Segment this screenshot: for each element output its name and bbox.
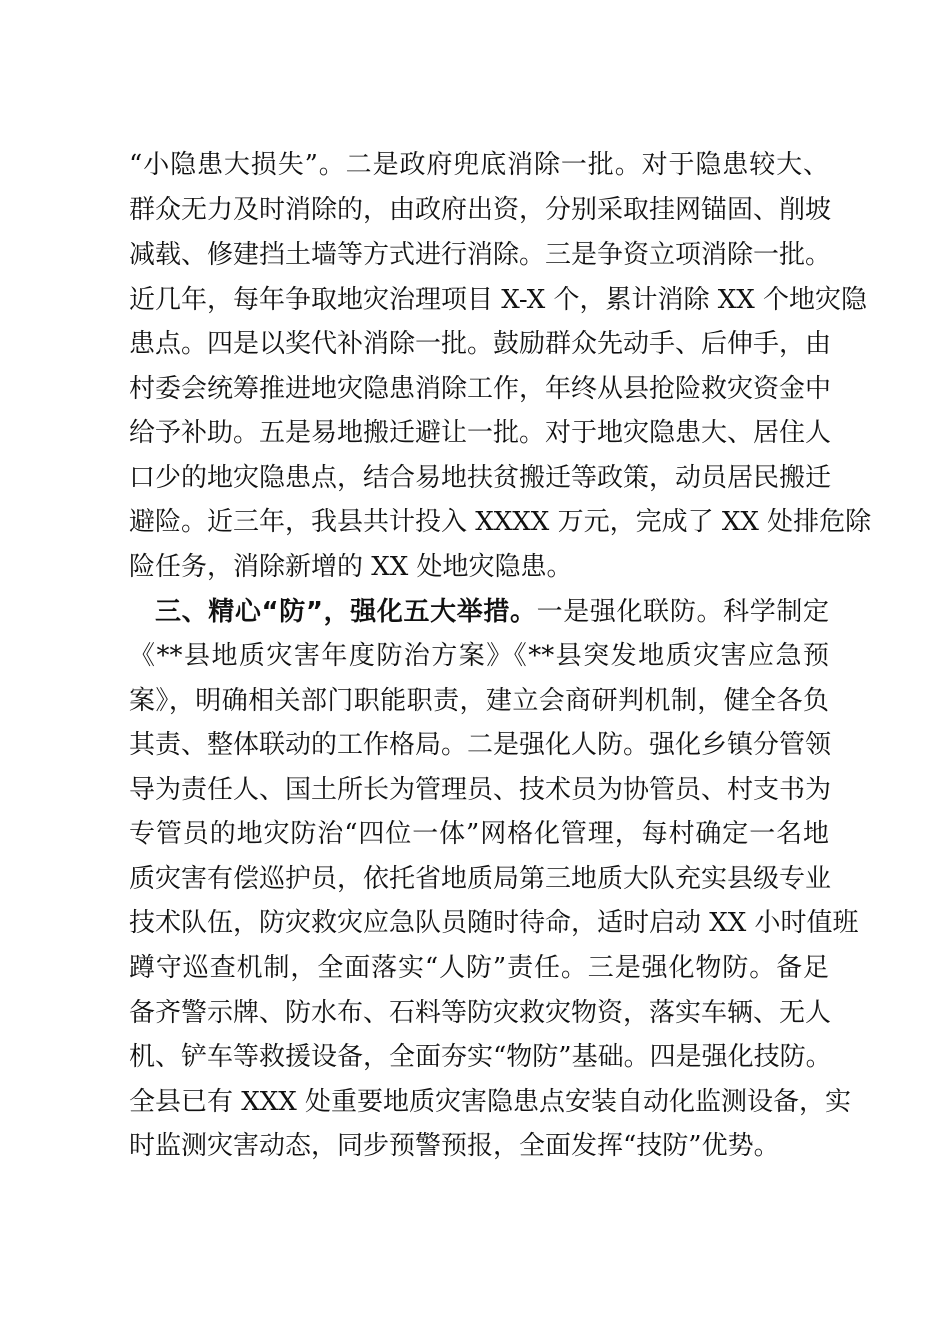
paragraph-line: “小隐患大损失”。二是政府兜底消除一批。对于隐患较大、	[129, 150, 829, 180]
paragraph-line: 患点。四是以奖代补消除一批。鼓励群众先动手、后伸手，由	[129, 329, 832, 359]
paragraph-line: 村委会统筹推进地灾隐患消除工作，年终从县抢险救灾资金中	[129, 374, 832, 404]
paragraph-line: 口少的地灾隐患点，结合易地扶贫搬迁等政策，动员居民搬迁	[129, 463, 832, 493]
paragraph-line: 机、铲车等救援设备，全面夯实“物防”基础。四是强化技防。	[129, 1042, 832, 1072]
paragraph-line: 《**县地质灾害年度防治方案》《**县突发地质灾害应急预	[129, 641, 829, 671]
heading-line-rest: 一是强化联防。科学制定	[536, 597, 829, 627]
paragraph-line: 时监测灾害动态，同步预警预报，全面发挥“技防”优势。	[129, 1131, 780, 1161]
paragraph-line: 备齐警示牌、防水布、石料等防灾救灾物资，落实车辆、无人	[129, 998, 832, 1028]
paragraph-line: 险任务，消除新增的 XX 处地灾隐患。	[129, 552, 573, 582]
paragraph-line: 案》，明确相关部门职能职责，建立会商研判机制，健全各负	[129, 686, 829, 716]
paragraph-line: 蹲守巡查机制，全面落实“人防”责任。三是强化物防。备足	[129, 953, 829, 983]
paragraph-line: 全县已有 XXX 处重要地质灾害隐患点安装自动化监测设备，实	[129, 1087, 852, 1117]
paragraph-line: 技术队伍，防灾救灾应急队员随时待命，适时启动 XX 小时值班	[129, 908, 859, 938]
paragraph-line: 专管员的地灾防治“四位一体”网格化管理，每村确定一名地	[129, 819, 829, 849]
section-heading-line	[155, 594, 829, 630]
paragraph-line: 给予补助。五是易地搬迁避让一批。对于地灾隐患大、居住人	[129, 418, 832, 448]
paragraph-line: 近几年，每年争取地灾治理项目 X-X 个，累计消除 XX 个地灾隐	[129, 285, 868, 315]
paragraph-line: 群众无力及时消除的，由政府出资，分别采取挂网锚固、削坡	[129, 195, 832, 225]
paragraph-line: 避险。近三年，我县共计投入 XXXX 万元，完成了 XX 处排危除	[129, 507, 872, 537]
paragraph-line: 导为责任人、国土所长为管理员、技术员为协管员、村支书为	[129, 775, 832, 805]
paragraph-line: 减载、修建挡土墙等方式进行消除。三是争资立项消除一批。	[129, 240, 832, 270]
paragraph-line: 其责、整体联动的工作格局。二是强化人防。强化乡镇分管领	[129, 730, 832, 760]
paragraph-line: 质灾害有偿巡护员，依托省地质局第三地质大队充实县级专业	[129, 864, 832, 894]
section-heading: 三、精心“防”，强化五大举措。	[155, 597, 537, 627]
